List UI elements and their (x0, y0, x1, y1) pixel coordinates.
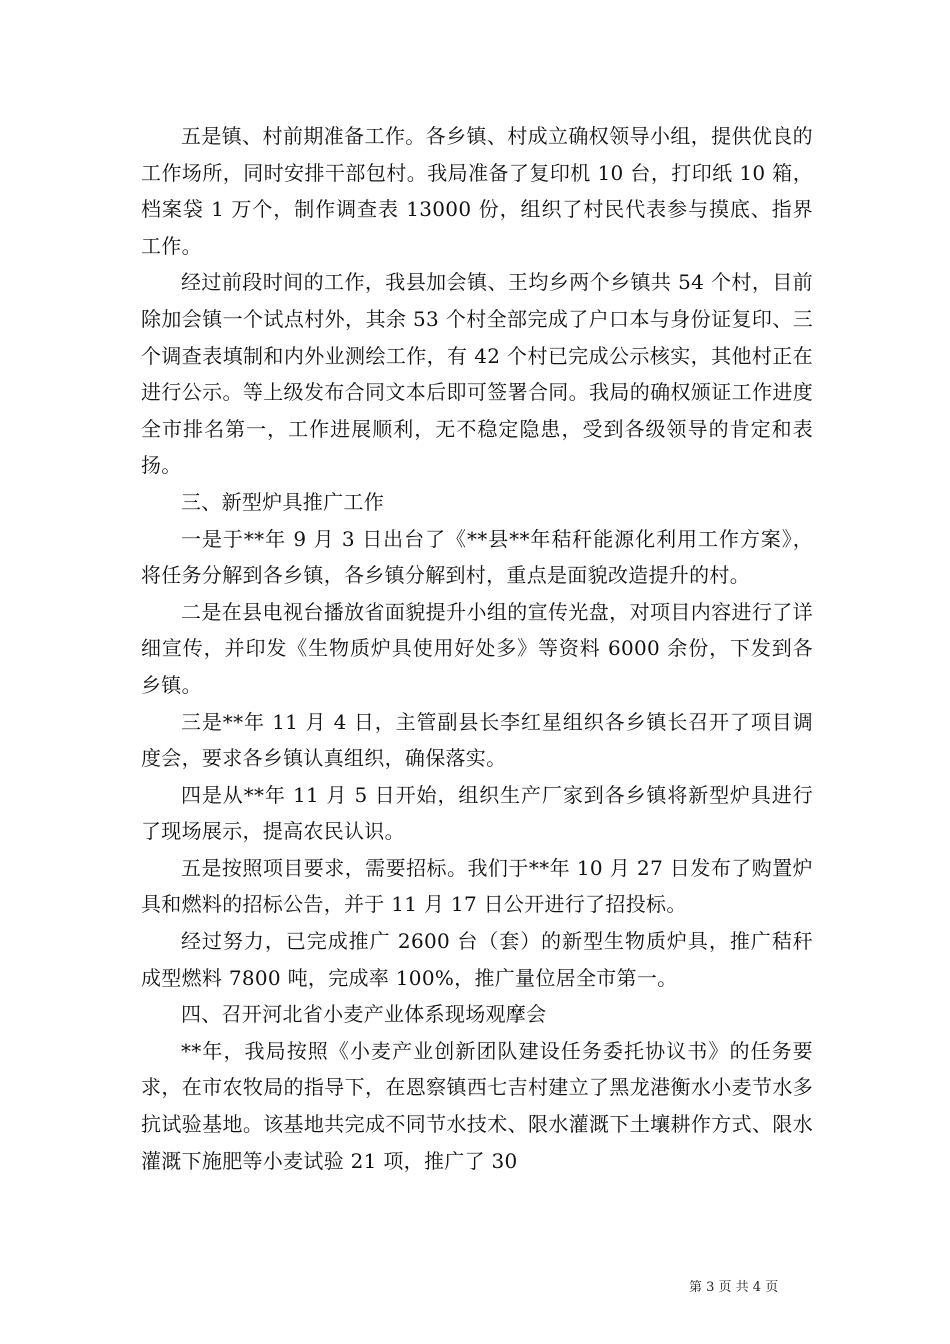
paragraph-wheat-base: **年，我局按照《小麦产业创新团队建设任务委托协议书》的任务要求，在市农牧局的指导下，在恩察镇西七吉村建立了黑龙港衡水小麦节水多抗试验基地。该基地共完成不同节水技术、限水灌溉下土壤耕作方式、限水灌溉下施肥等小麦试验 21 项，推广了 30 (141, 1038, 813, 1173)
paragraph-item-four: 四是从**年 11 月 5 日开始，组织生产厂家到各乡镇将新型炉具进行了现场展示，提高农民认识。 (141, 782, 813, 844)
paragraph-item-one: 一是于**年 9 月 3 日出台了《**县**年秸秆能源化利用工作方案》，将任务分解到各乡镇，各乡镇分解到村，重点是面貌改造提升的村。 (141, 526, 813, 588)
paragraph-village-preparation: 五是镇、村前期准备工作。各乡镇、村成立确权领导小组，提供优良的工作场所，同时安排干部包村。我局准备了复印机 10 台，打印纸 10 箱，档案袋 1 万个，制作调查表 13000 份，组织了村民代表参与摸底、指界工作。 (141, 124, 813, 258)
section-heading-wheat-meeting: 四、召开河北省小麦产业体系现场观摩会 (181, 1002, 547, 1027)
document-body (141, 118, 813, 1179)
paragraph-promotion-result: 经过努力，已完成推广 2600 台（套）的新型生物质炉具，推广秸秆成型燃料 7800 吨，完成率 100%，推广量位居全市第一。 (141, 929, 813, 990)
paragraph-item-two: 二是在县电视台播放省面貌提升小组的宣传光盘，对项目内容进行了详细宣传，并印发《生物质炉具使用好处多》等资料 6000 余份，下发到各乡镇。 (141, 599, 813, 697)
paragraph-item-five: 五是按照项目要求，需要招标。我们于**年 10 月 27 日发布了购置炉具和燃料的招标公告，并于 11 月 17 日公开进行了招投标。 (141, 855, 813, 917)
paragraph-progress-summary: 经过前段时间的工作，我县加会镇、王均乡两个乡镇共 54 个村，目前除加会镇一个试点村外，其余 53 个村全部完成了户口本与身份证复印、三个调查表填制和内外业测绘工作，有 42 个村已完成公示核实，其他村正在进行公示。等上级发布合同文本后即可签署合同。我局的确权颁证工作进度全市排名第一，工作进展顺利，无不稳定隐患，受到各级领导的肯定和表扬。 (141, 270, 813, 478)
section-heading-stove-promotion: 三、新型炉具推广工作 (181, 489, 384, 514)
page-number-footer: 第 3 页 共 4 页 (689, 1280, 779, 1295)
paragraph-item-three: 三是**年 11 月 4 日，主管副县长李红星组织各乡镇长召开了项目调度会，要求各乡镇认真组织，确保落实。 (141, 709, 813, 771)
